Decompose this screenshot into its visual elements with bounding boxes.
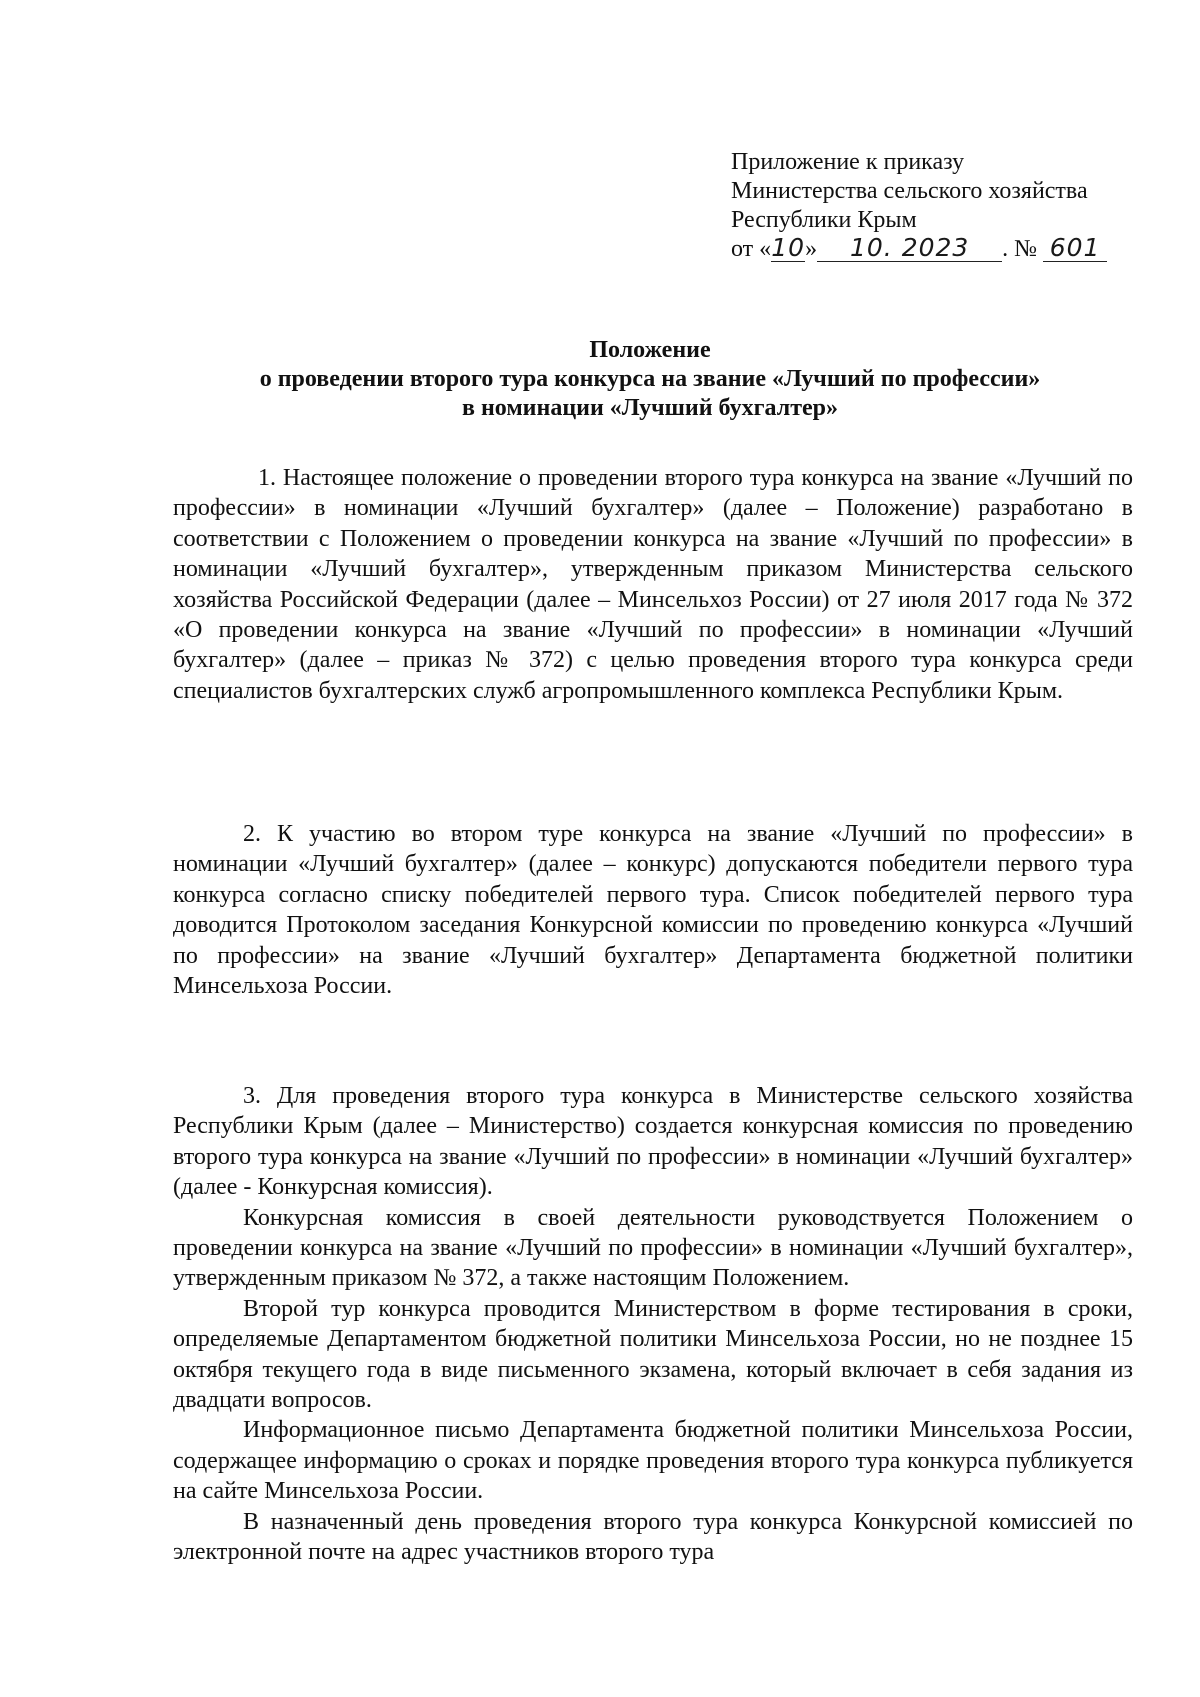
paragraph-2: 2. К участию во втором туре конкурса на звание «Лучший по профессии» в номинации «Лучший бухгалтер» (далее – конкурс) допускаются победители первого тура конкурса согласно списку победителей первого тура. Список победителей первого тура доводится Протоколом заседания Конкурсной комиссии по проведению конкурса «Лучший по профессии» на звание «Лучший бухгалтер» Департамента бюджетной политики Минсельхоза России. bbox=[173, 821, 1133, 1000]
section-3 bbox=[173, 1081, 1133, 1568]
paragraph-7: В назначенный день проведения второго тура конкурса Конкурсной комиссией по электронной почте на адрес участников второго тура bbox=[173, 1508, 1133, 1566]
number-separator: . № bbox=[1002, 236, 1038, 262]
title-line-2: о проведении второго тура конкурса на звание «Лучший по профессии» bbox=[259, 366, 1041, 392]
title-line-3: в номинации «Лучший бухгалтер» bbox=[461, 395, 838, 421]
title-line-1: Положение bbox=[589, 337, 711, 363]
date-mid: » bbox=[805, 236, 818, 262]
paragraph-6: Информационное письмо Департамента бюджетной политики Минсельхоза России, содержащее информацию о сроках и порядке проведения второго тура конкурса публикуется на сайте Минсельхоза России. bbox=[173, 1417, 1133, 1505]
paragraph-1: 1. Настоящее положение о проведении второго тура конкурса на звание «Лучший по профессии» в номинации «Лучший бухгалтер» (далее – Положение) разработано в соответствии с Положением о проведении конкурса на звание «Лучший по профессии» в номинации «Лучший бухгалтер», утвержденным приказом Министерства сельского хозяйства Российской Федерации (далее – Минсельхоз России) от 27 июля 2017 года № 372 «О проведении конкурса на звание «Лучший по профессии» в номинации «Лучший бухгалтер» (далее – приказ № 372) с целью проведения второго тура конкурса среди специалистов бухгалтерских служб агропромышленного комплекса Республики Крым. bbox=[173, 465, 1133, 704]
appendix-line-2: Министерства сельского хозяйства bbox=[731, 178, 1088, 204]
date-day-handwritten: 10 bbox=[771, 233, 806, 262]
appendix-header bbox=[731, 148, 1151, 264]
section-2 bbox=[173, 819, 1133, 1001]
date-prefix: от « bbox=[731, 236, 772, 262]
paragraph-3: 3. Для проведения второго тура конкурса в Министерстве сельского хозяйства Республики Крым (далее – Министерство) создается конкурсная комиссия по проведению второго тура конкурса на звание «Лучший по профессии» в номинации «Лучший бухгалтер» (далее - Конкурсная комиссия). bbox=[173, 1083, 1133, 1201]
order-number-handwritten: 601 bbox=[1043, 235, 1107, 262]
paragraph-5: Второй тур конкурса проводится Министерством в форме тестирования в сроки, определяемые Департаментом бюджетной политики Минсельхоза России, но не позднее 15 октября текущего года в виде письменного экзамена, который включает в себя задания из двадцати вопросов. bbox=[173, 1295, 1133, 1414]
section-1 bbox=[173, 463, 1133, 706]
paragraph-4: Конкурсная комиссия в своей деятельности руководствуется Положением о проведении конкурса на звание «Лучший по профессии» в номинации «Лучший бухгалтер», утвержденным приказом № 372, а также настоящим Положением. bbox=[173, 1204, 1133, 1292]
appendix-line-3: Республики Крым bbox=[731, 207, 917, 233]
order-date-line bbox=[731, 235, 1151, 264]
document-title bbox=[150, 336, 1150, 423]
appendix-line-1: Приложение к приказу bbox=[731, 149, 965, 175]
date-month-year-handwritten: 10. 2023 bbox=[817, 235, 1002, 262]
